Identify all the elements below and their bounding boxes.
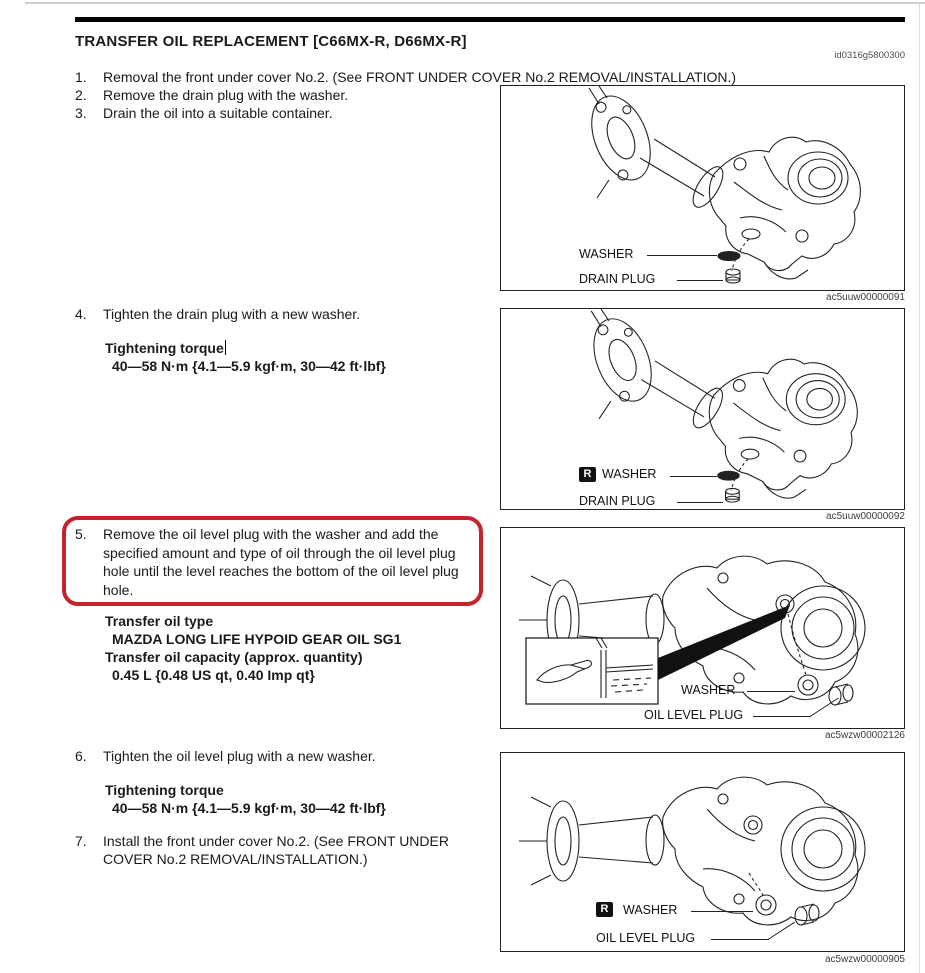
step-5 [66, 520, 479, 599]
figure-drain-plug-removal [500, 85, 905, 291]
oil-spec [105, 612, 401, 684]
transfer-case-drawing [501, 528, 904, 728]
step-1 [75, 68, 920, 86]
figure-drain-plug-install [500, 308, 905, 510]
torque-note-1 [105, 339, 386, 375]
transfer-case-drawing [501, 309, 904, 509]
oil-level-plug-leader-line [711, 939, 769, 940]
drain-plug-label: DRAIN PLUG [579, 272, 656, 286]
washer-label: WASHER [602, 467, 657, 481]
highlight-box [62, 516, 483, 606]
transfer-case-drawing [501, 86, 904, 290]
oil-level-plug-label: OIL LEVEL PLUG [644, 708, 744, 722]
step-number: 5. [75, 526, 87, 542]
step-2 [75, 86, 495, 104]
oil-type-heading: Transfer oil type [105, 613, 214, 629]
figure-code: ac5wzw00000905 [824, 954, 905, 965]
washer-leader-line [670, 476, 717, 477]
step-4 [75, 305, 495, 323]
torque-note-2 [105, 781, 386, 817]
torque-value: 40—58 N·m {4.1—5.9 kgf·m, 30—42 ft·lbf} [112, 800, 386, 816]
figure-code: ac5wzw00002126 [824, 730, 905, 741]
torque-heading: Tightening torque [105, 340, 224, 356]
step-7 [75, 832, 467, 868]
step-text: Remove the oil level plug with the washer and add the specified amount and type of oil through the oil level plug hole until the level reaches the bottom of the oil level plug hole. [103, 526, 459, 598]
transfer-case-drawing [501, 753, 904, 951]
step-text: Remove the drain plug with the washer. [103, 87, 349, 103]
washer-leader-line [747, 691, 795, 692]
page-title: TRANSFER OIL REPLACEMENT [C66MX-R, D66MX-R] [75, 33, 467, 50]
oil-level-plug-label: OIL LEVEL PLUG [596, 931, 696, 945]
step-text: Tighten the drain plug with a new washer. [103, 306, 361, 322]
page-right-edge [919, 2, 920, 973]
washer-label: WASHER [623, 903, 678, 917]
step-number: 1. [75, 69, 87, 85]
step-text: Install the front under cover No.2. (See FRONT UNDER COVER No.2 REMOVAL/INSTALLATION.) [103, 833, 449, 867]
text-cursor [225, 340, 227, 355]
section-rule [75, 17, 905, 22]
washer-leader-line [691, 911, 753, 912]
oil-level-plug-leader-line [753, 716, 811, 717]
figure-oil-level-fill [500, 527, 905, 729]
new-part-badge: R [579, 467, 596, 482]
new-part-badge: R [596, 902, 613, 917]
figure-code: ac5uuw00000091 [826, 292, 905, 303]
oil-type-value: MAZDA LONG LIFE HYPOID GEAR OIL SG1 [112, 631, 402, 647]
step-number: 2. [75, 87, 87, 103]
oil-capacity-value: 0.45 L {0.48 US qt, 0.40 Imp qt} [112, 667, 315, 683]
figure-oil-level-plug-install [500, 752, 905, 952]
washer-label: WASHER [681, 683, 736, 697]
oil-capacity-heading: Transfer oil capacity (approx. quantity) [105, 649, 363, 665]
step-text: Drain the oil into a suitable container. [103, 105, 333, 121]
step-number: 6. [75, 748, 87, 764]
step-6 [75, 747, 495, 765]
step-number: 3. [75, 105, 87, 121]
washer-label: WASHER [579, 247, 634, 261]
torque-heading: Tightening torque [105, 782, 224, 798]
document-id: id0316g5800300 [834, 50, 905, 61]
step-number: 4. [75, 306, 87, 322]
drain-plug-leader-line [677, 280, 723, 281]
drain-plug-label: DRAIN PLUG [579, 494, 656, 508]
step-text: Removal the front under cover No.2. (See FRONT UNDER COVER No.2 REMOVAL/INSTALLATION.) [103, 69, 737, 85]
window-top-edge [25, 2, 925, 4]
washer-leader-line [647, 255, 717, 256]
torque-value: 40—58 N·m {4.1—5.9 kgf·m, 30—42 ft·lbf} [112, 358, 386, 374]
step-text: Tighten the oil level plug with a new washer. [103, 748, 376, 764]
figure-code: ac5uuw00000092 [826, 511, 905, 522]
step-number: 7. [75, 833, 87, 849]
drain-plug-leader-line [677, 502, 723, 503]
step-3 [75, 104, 495, 122]
